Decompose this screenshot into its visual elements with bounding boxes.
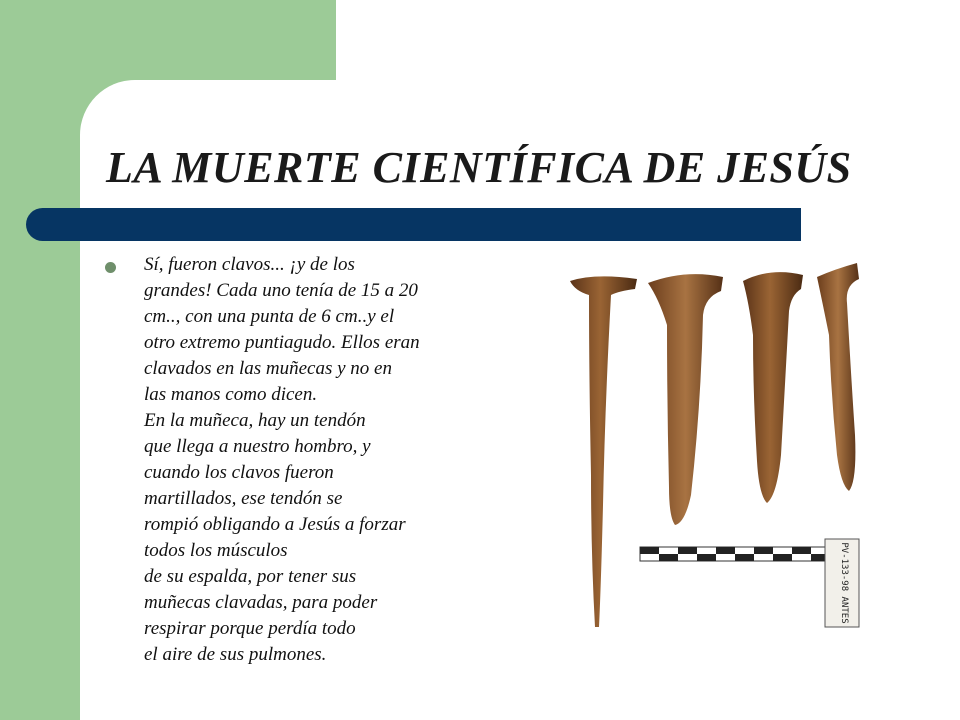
nail-3-icon [743, 272, 803, 503]
scale-ruler-icon [640, 547, 835, 561]
nail-1-icon [570, 276, 637, 627]
specimen-label-text: PV-133-98 ANTES [839, 542, 849, 624]
nail-4-icon [817, 263, 859, 491]
body-line: cuando los clavos fueron [144, 462, 334, 483]
body-line: rompió obligando a Jesús a forzar [144, 514, 406, 535]
nails-photo [545, 255, 885, 640]
body-line: clavados en las muñecas y no en [144, 358, 392, 379]
body-line: grandes! Cada uno tenía de 15 a 20 [144, 280, 418, 301]
body-line: el aire de sus pulmones. [144, 644, 327, 665]
body-line: que llega a nuestro hombro, y [144, 436, 371, 457]
body-line: de su espalda, por tener sus [144, 566, 357, 587]
body-line: cm.., con una punta de 6 cm..y el [144, 306, 395, 327]
body-text [144, 252, 514, 668]
specimen-label-icon [825, 539, 859, 627]
body-line: otro extremo puntiagudo. Ellos eran [144, 332, 420, 353]
bullet-icon [105, 262, 116, 273]
body-line: muñecas clavadas, para poder [144, 592, 378, 613]
title-underline-bar [26, 208, 801, 241]
slide-title: LA MUERTE CIENTÍFICA DE JESÚS [106, 143, 852, 192]
body-line: respirar porque perdía todo [144, 618, 356, 639]
body-line: todos los músculos [144, 540, 288, 561]
body-line: Sí, fueron clavos... ¡y de los [144, 254, 355, 275]
body-line: En la muñeca, hay un tendón [144, 410, 366, 431]
body-line: las manos como dicen. [144, 384, 318, 405]
nail-2-icon [648, 274, 723, 525]
body-line: martillados, ese tendón se [144, 488, 343, 509]
